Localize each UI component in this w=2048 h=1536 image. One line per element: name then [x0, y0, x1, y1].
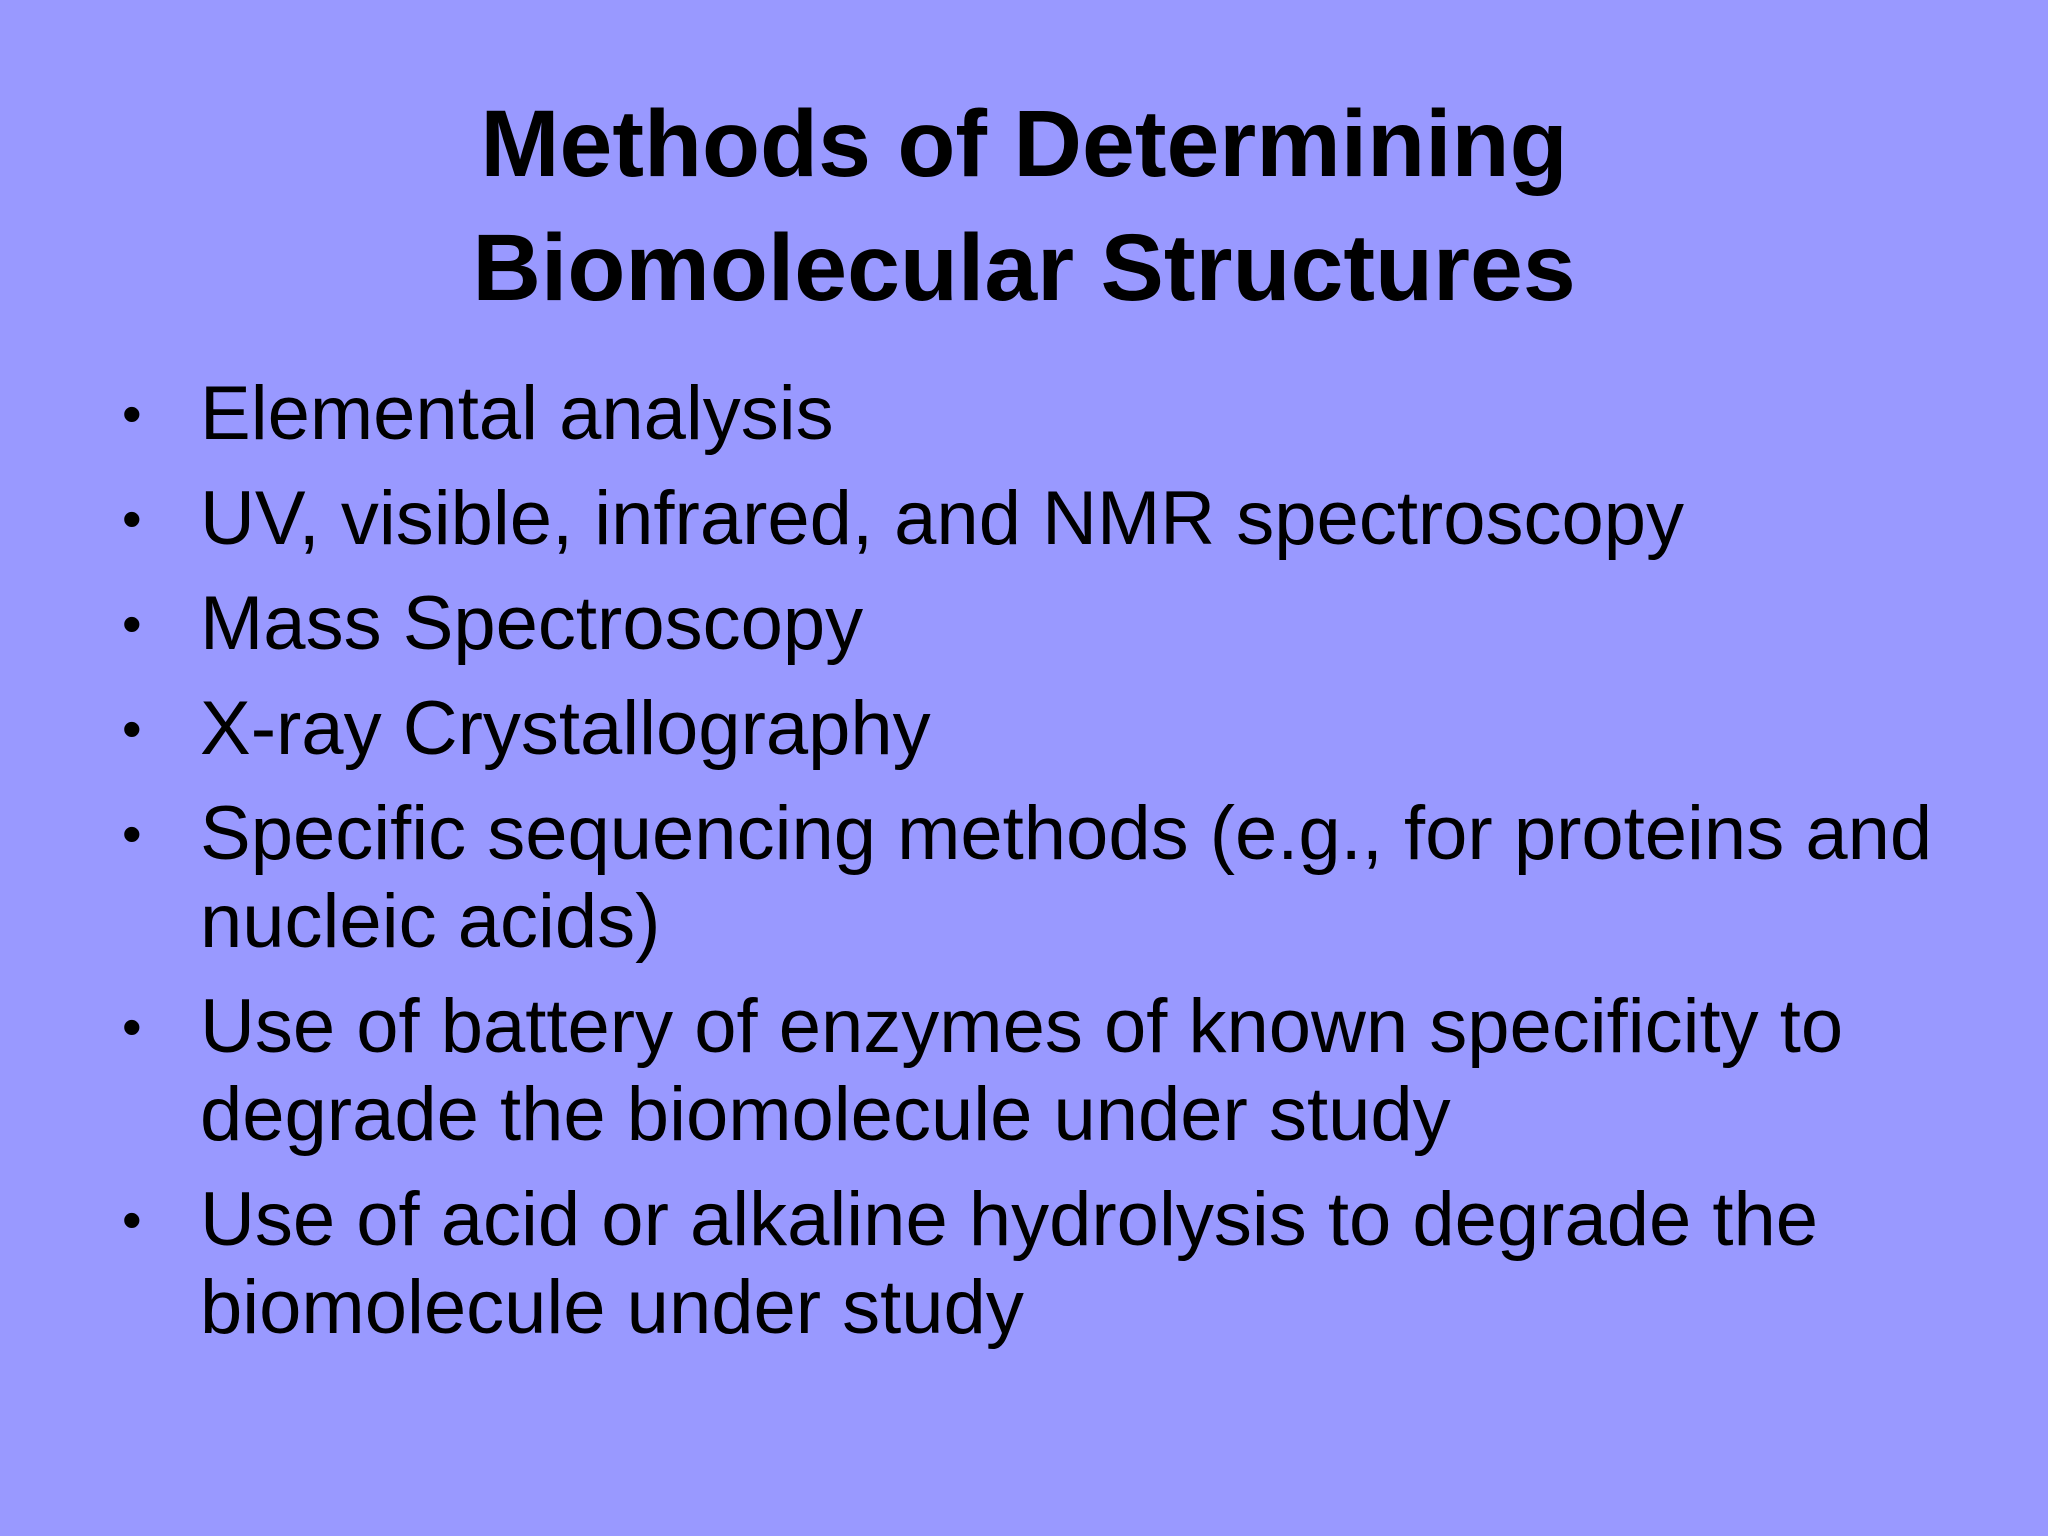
bullet-text: Mass Spectroscopy [200, 581, 864, 666]
bullet-text: UV, visible, infrared, and NMR spectroscopy [200, 476, 1685, 561]
bullet-text: Use of battery of enzymes of known specificity to degrade the biomolecule under study [200, 984, 1844, 1157]
bullet-item-mass-spectroscopy [120, 580, 1980, 668]
bullet-text: X-ray Crystallography [200, 686, 931, 771]
bullet-item-spectroscopy [120, 475, 1980, 563]
bullet-item-enzyme-battery [120, 983, 1980, 1159]
bullet-dot-icon: • [122, 487, 142, 550]
bullet-item-hydrolysis [120, 1176, 1980, 1352]
bullet-text: Specific sequencing methods (e.g., for proteins and nucleic acids) [200, 791, 1933, 964]
bullet-dot-icon: • [122, 1188, 142, 1251]
slide-title-line-1: Methods of Determining [480, 91, 1568, 197]
bullet-dot-icon: • [122, 382, 142, 445]
bullet-text: Elemental analysis [200, 371, 834, 456]
slide-title [0, 82, 2048, 330]
bullet-dot-icon: • [122, 697, 142, 760]
bullet-list [120, 370, 1980, 1369]
bullet-dot-icon: • [122, 592, 142, 655]
bullet-item-elemental-analysis [120, 370, 1980, 458]
bullet-dot-icon: • [122, 995, 142, 1058]
bullet-text: Use of acid or alkaline hydrolysis to degrade the biomolecule under study [200, 1177, 1819, 1350]
bullet-item-x-ray-crystallography [120, 685, 1980, 773]
bullet-item-sequencing-methods [120, 790, 1980, 966]
bullet-dot-icon: • [122, 802, 142, 865]
slide-title-line-2: Biomolecular Structures [472, 215, 1576, 321]
